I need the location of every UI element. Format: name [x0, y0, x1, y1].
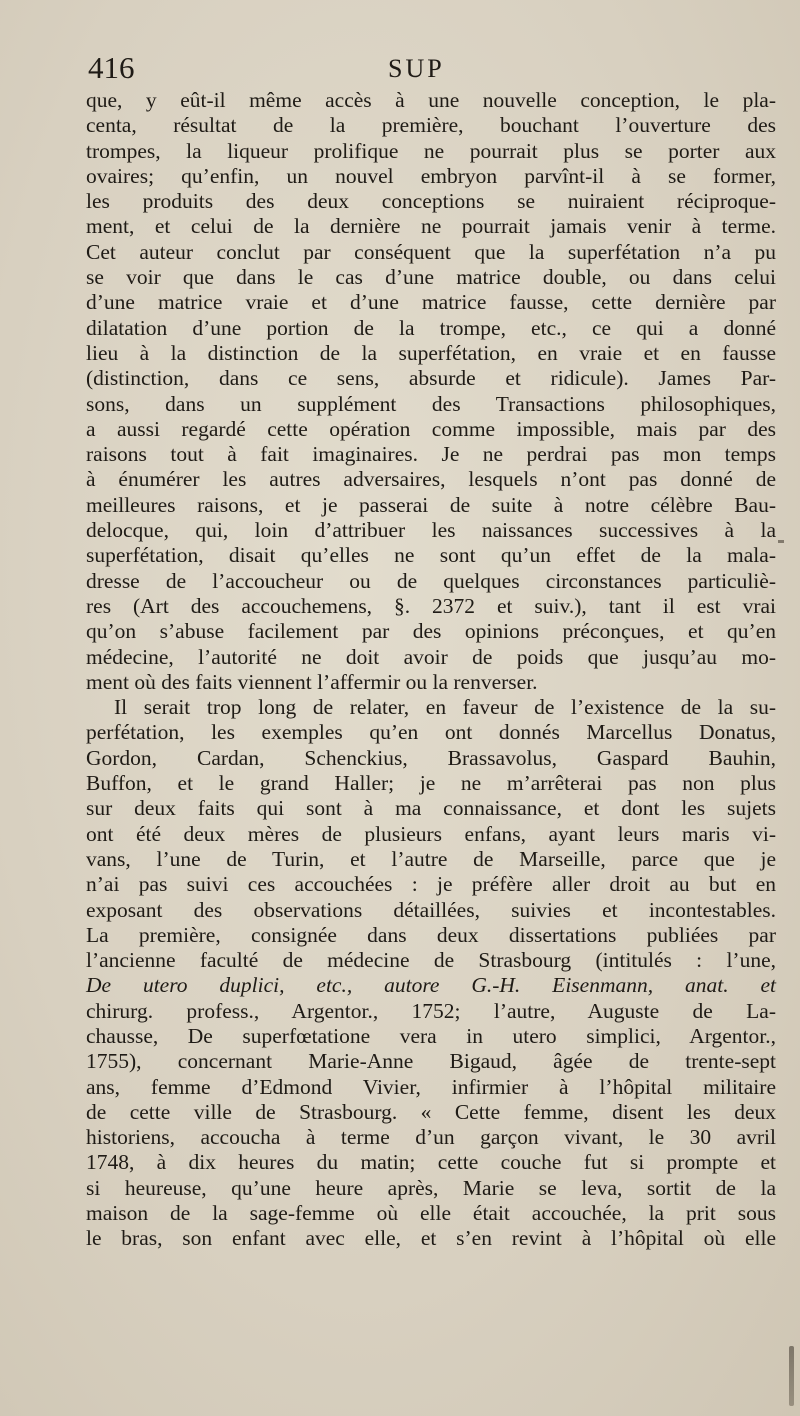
- text-line: trompes, la liqueur prolifique ne pourrait plus se porter aux: [86, 138, 776, 163]
- text-line: n’ai pas suivi ces accouchées : je préfère aller droit au but en: [86, 872, 776, 897]
- text-line: à énumérer les autres adversaires, lesquels n’ont pas donné de: [86, 467, 776, 492]
- page-number: 416: [88, 50, 135, 85]
- text-line: maison de la sage-femme où elle était accouchée, la prit sous: [86, 1201, 776, 1226]
- paragraph-2: [86, 695, 776, 1252]
- text-line: perfétation, les exemples qu’en ont donnés Marcellus Donatus,: [86, 720, 776, 745]
- text-line: ovaires; qu’enfin, un nouvel embryon parvînt-il à se former,: [86, 163, 776, 188]
- text-line: dresse de l’accoucheur ou de quelques circonstances particuliè-: [86, 568, 776, 593]
- text-line: a aussi regardé cette opération comme impossible, mais par des: [86, 416, 776, 441]
- text-line: Cet auteur conclut par conséquent que la superfétation n’a pu: [86, 239, 776, 264]
- text-line: Il serait trop long de relater, en faveur de l’existence de la su-: [114, 695, 776, 720]
- text-line: l’ancienne faculté de médecine de Strasbourg (intitulés : l’une,: [86, 948, 776, 973]
- text-line: 1748, à dix heures du matin; cette couche fut si prompte et: [86, 1150, 776, 1175]
- text-line: Buffon, et le grand Haller; je ne m’arrêterai pas non plus: [86, 771, 776, 796]
- text-line: que, y eût-il même accès à une nouvelle conception, le pla-: [86, 88, 776, 112]
- text-line: d’une matrice vraie et d’une matrice fausse, cette dernière par: [86, 290, 776, 315]
- page-header: [88, 50, 712, 90]
- text-line: superfétation, disait qu’elles ne sont qu’un effet de la mala-: [86, 543, 776, 568]
- text-line: centa, résultat de la première, bouchant l’ouverture des: [86, 113, 776, 138]
- text-line: de cette ville de Strasbourg. « Cette femme, disent les deux: [86, 1099, 776, 1124]
- text-line: dilatation d’une portion de la trompe, etc., ce qui a donné: [86, 315, 776, 340]
- text-line: La première, consignée dans deux dissertations publiées par: [86, 922, 776, 947]
- text-line: sons, dans un supplément des Transactions philosophiques,: [86, 391, 776, 416]
- ink-speck: [778, 540, 784, 543]
- text-line: qu’on s’abuse facilement par des opinions préconçues, et qu’en: [86, 619, 776, 644]
- text-line: historiens, accoucha à terme d’un garçon vivant, le 30 avril: [86, 1125, 776, 1150]
- text-line: sur deux faits qui sont à ma connaissance, et dont les sujets: [86, 796, 776, 821]
- text-line: ment, et celui de la dernière ne pourrait jamais venir à terme.: [86, 214, 776, 239]
- text-line: chirurg. profess., Argentor., 1752; l’autre, Auguste de La-: [86, 998, 776, 1023]
- text-line: ment où des faits viennent l’affermir ou la renverser.: [86, 669, 538, 694]
- text-line: ans, femme d’Edmond Vivier, infirmier à l’hôpital militaire: [86, 1074, 776, 1099]
- text-line: si heureuse, qu’une heure après, Marie se leva, sortit de la: [86, 1175, 776, 1200]
- text-line: Gordon, Cardan, Schenckius, Brassavolus, Gaspard Bauhin,: [86, 745, 776, 770]
- paragraph-1: [86, 88, 776, 695]
- text-line: le bras, son enfant avec elle, et s’en revint à l’hôpital où elle: [86, 1226, 776, 1251]
- running-head: SUP: [388, 54, 445, 83]
- text-line: raisons tout à fait imaginaires. Je ne perdrai pas mon temps: [86, 442, 776, 467]
- text-line: médecine, l’autorité ne doit avoir de poids que jusqu’au mo-: [86, 644, 776, 669]
- text-line: vans, l’une de Turin, et l’autre de Marseille, parce que je: [86, 846, 776, 871]
- text-line: delocque, qui, loin d’attribuer les naissances successives à la: [86, 518, 776, 543]
- text-line: lieu à la distinction de la superfétation, en vraie et en fausse: [86, 340, 776, 365]
- text-line: 1755), concernant Marie-Anne Bigaud, âgée de trente-sept: [86, 1049, 776, 1074]
- text-line: exposant des observations détaillées, suivies et incontestables.: [86, 897, 776, 922]
- text-line: se voir que dans le cas d’une matrice double, ou dans celui: [86, 265, 776, 290]
- text-line: (distinction, dans ce sens, absurde et ridicule). James Par-: [86, 366, 776, 391]
- text-line: meilleures raisons, et je passerai de suite à notre célèbre Bau-: [86, 492, 776, 517]
- text-line: chausse, De superfœtatione vera in utero simplici, Argentor.,: [86, 1023, 776, 1048]
- body-text: [86, 88, 776, 1252]
- text-line: res (Art des accouchemens, §. 2372 et suiv.), tant il est vrai: [86, 593, 776, 618]
- text-line: les produits des deux conceptions se nuiraient réciproque-: [86, 189, 776, 214]
- text-line: De utero duplici, etc., autore G.-H. Eisenmann, anat. et: [86, 973, 776, 998]
- page-edge-smudge: [789, 1346, 794, 1406]
- text-line: ont été deux mères de plusieurs enfans, ayant leurs maris vi-: [86, 821, 776, 846]
